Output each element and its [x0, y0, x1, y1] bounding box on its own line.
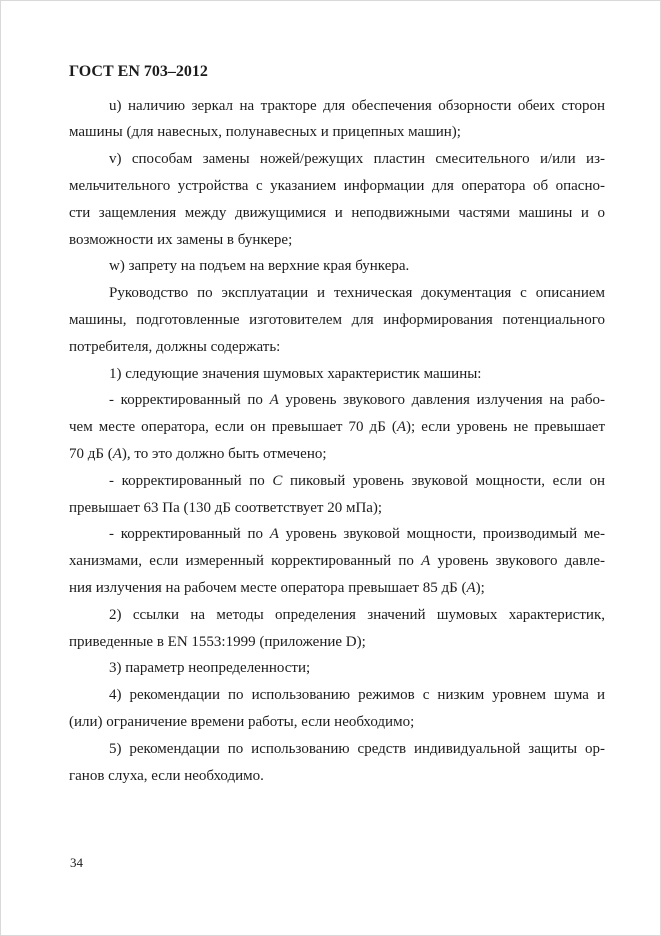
item-4-low-noise-recommendations	[69, 682, 605, 736]
text-line: превышает 63 Па (130 дБ соответствует 20 мПа);	[69, 499, 383, 516]
text-segment: - корректированный по	[109, 392, 270, 409]
text-line: машины (для навесных, полунавесных и прицепных машин);	[69, 124, 461, 141]
text-line	[69, 548, 605, 575]
item-u-mirrors	[69, 93, 605, 147]
item-v-blade-replacement	[69, 146, 605, 253]
text-segment: ), то это должно быть отмечено;	[121, 445, 327, 462]
page-body	[69, 93, 605, 790]
text-segment: ния излучения на рабочем месте оператора превышает 85 дБ (	[69, 579, 467, 596]
italic-weighting-letter: A	[466, 579, 476, 596]
italic-weighting-letter: A	[269, 526, 279, 543]
text-line: v) способам замены ножей/режущих пластин смесительного и/или из-	[109, 151, 605, 168]
text-line	[69, 575, 605, 602]
item-w-climbing-prohibition	[69, 253, 605, 280]
text-line	[69, 387, 605, 414]
page-header-standard-id: ГОСТ EN 703–2012	[69, 63, 208, 80]
italic-weighting-letter: A	[396, 419, 407, 436]
text-segment: уровень звуковой мощности, производимый ме-	[278, 526, 605, 543]
text-line: потребителя, должны содержать:	[69, 338, 281, 355]
text-line	[69, 414, 605, 441]
text-line	[69, 441, 605, 468]
text-line: w) запрету на подъем на верхние края бункера.	[109, 258, 410, 275]
item-1-noise-values	[69, 361, 605, 388]
subitem-c-weighted-peak-power	[69, 468, 605, 522]
subitem-a-weighted-sound-pressure	[69, 387, 605, 467]
text-segment: 70 дБ (	[69, 445, 113, 462]
item-2-measurement-references	[69, 602, 605, 656]
text-line: 1) следующие значения шумовых характеристик машины:	[109, 365, 482, 382]
text-line: (или) ограничение времени работы, если необходимо;	[69, 713, 415, 730]
page-number: 34	[70, 855, 83, 870]
text-segment: );	[475, 579, 485, 596]
item-5-hearing-protection	[69, 736, 605, 790]
paragraph-manual-contents-intro	[69, 280, 605, 360]
subitem-a-weighted-sound-power	[69, 521, 605, 601]
text-line	[69, 521, 605, 548]
italic-weighting-letter: A	[421, 553, 431, 570]
text-line	[69, 468, 605, 495]
item-3-uncertainty	[69, 655, 605, 682]
text-line: мельчительного устройства с указанием информации для оператора об опасно-	[69, 177, 605, 194]
text-line: ганов слуха, если необходимо.	[69, 767, 264, 784]
text-segment: ханизмами, если измеренный корректированный по	[69, 553, 422, 570]
text-segment: чем месте оператора, если он превышает 70 дБ (	[69, 419, 397, 436]
text-line: 2) ссылки на методы определения значений шумовых характеристик,	[109, 606, 605, 623]
text-line: u) наличию зеркал на тракторе для обеспечения обзорности обеих сторон	[109, 97, 605, 114]
italic-weighting-letter: A	[112, 445, 122, 462]
text-line: сти защемления между движущимися и неподвижными частями машины и о	[69, 204, 605, 221]
text-segment: пиковый уровень звуковой мощности, если он	[282, 472, 605, 489]
text-line: 3) параметр неопределенности;	[109, 660, 311, 677]
italic-weighting-letter: C	[272, 472, 283, 489]
text-line: возможности их замены в бункере;	[69, 231, 293, 248]
text-line: Руководство по эксплуатации и техническая документация с описанием	[109, 285, 605, 302]
text-line: машины, подготовленные изготовителем для информирования потенциального	[69, 311, 605, 328]
text-line: 4) рекомендации по использованию режимов с низким уровнем шума и	[109, 687, 605, 704]
text-segment: - корректированный по	[109, 526, 270, 543]
text-segment: уровень звукового давления излучения на рабо-	[278, 392, 605, 409]
italic-weighting-letter: A	[269, 392, 279, 409]
text-line: приведенные в EN 1553:1999 (приложение D);	[69, 633, 366, 650]
text-line: 5) рекомендации по использованию средств индивидуальной защиты ор-	[109, 740, 605, 757]
text-segment: - корректированный по	[109, 472, 273, 489]
text-segment: ); если уровень не превышает	[406, 419, 605, 436]
text-segment: уровень звукового давле-	[430, 553, 605, 570]
